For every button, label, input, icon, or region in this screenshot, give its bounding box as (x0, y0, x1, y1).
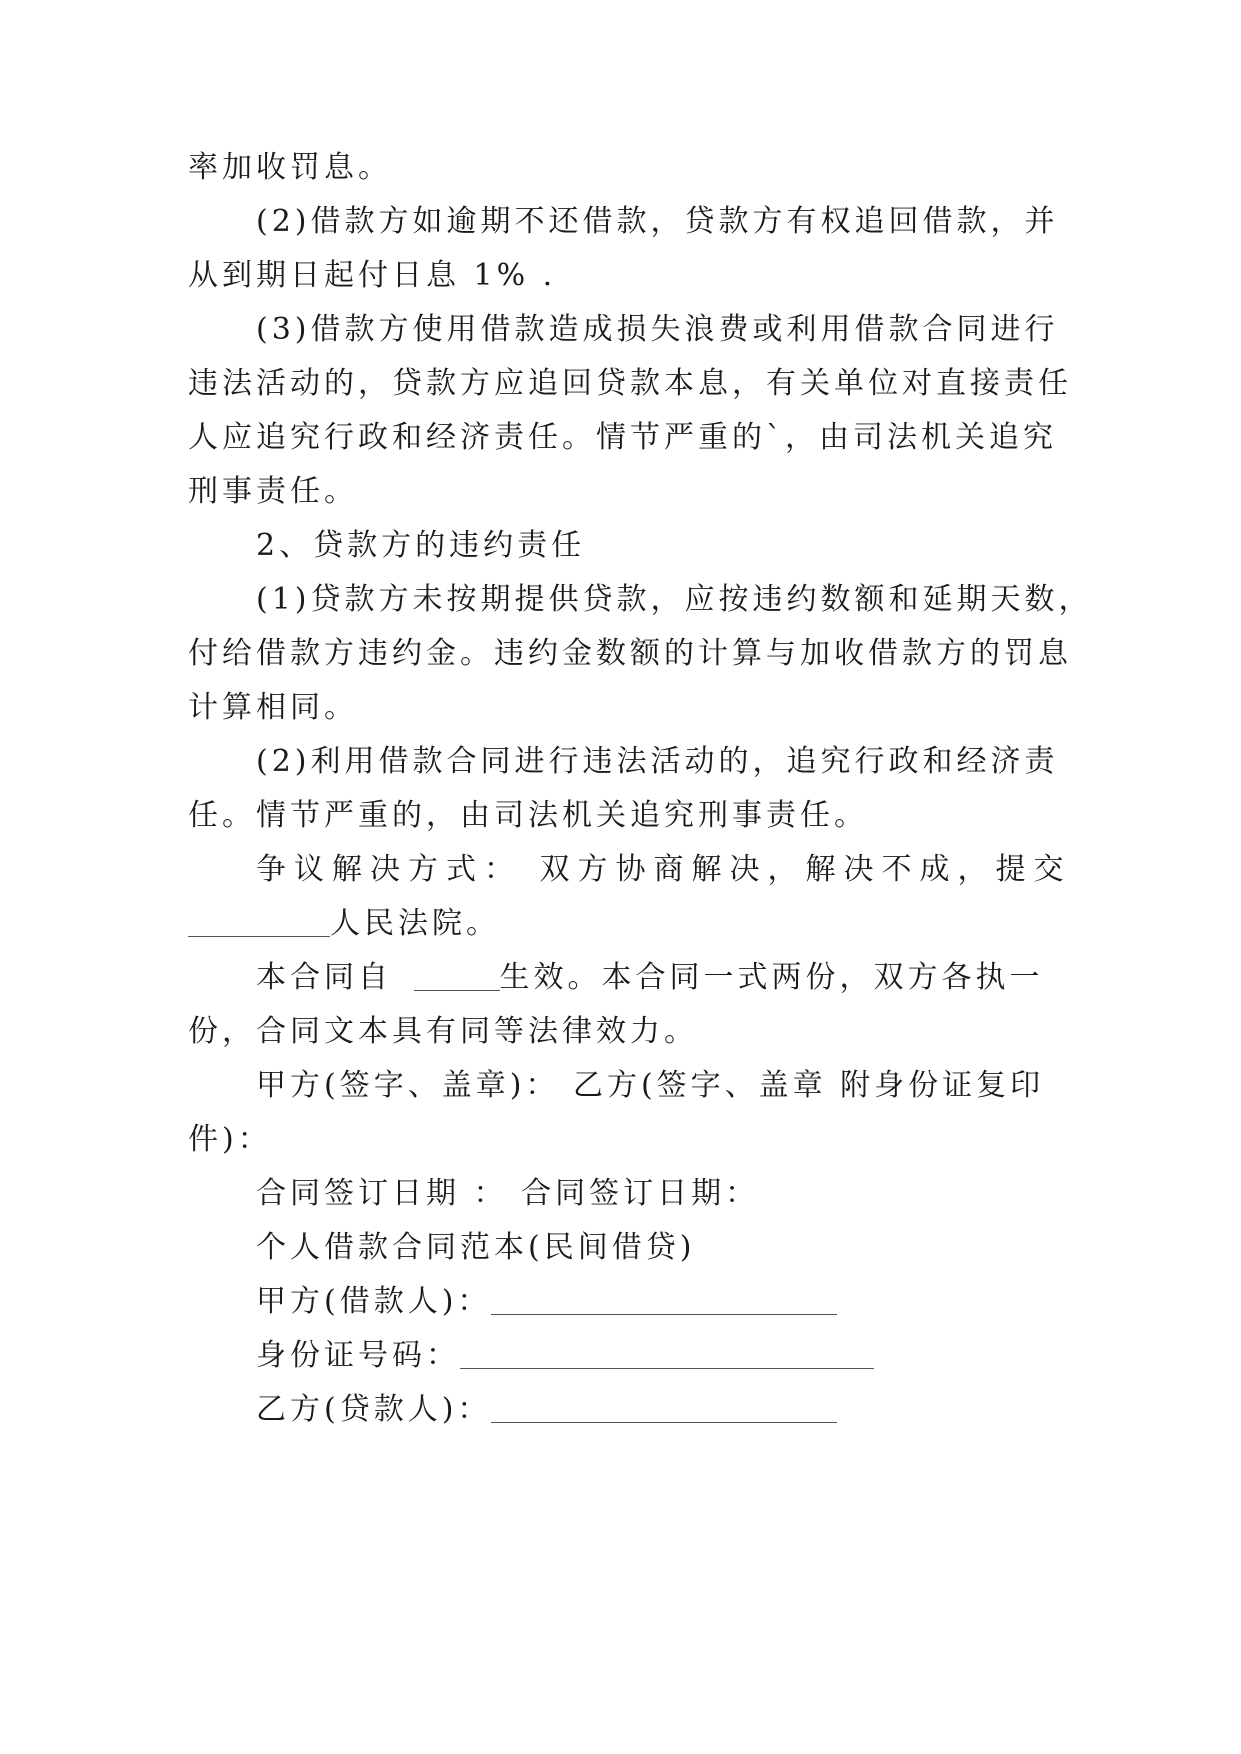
lender-blank (491, 1392, 837, 1423)
dispute-resolution-line: 争议解决方式： 双方协商解决，解决不成，提交 (256, 852, 1072, 887)
text-line: 付给借款方违约金。违约金数额的计算与加收借款方的罚息 (188, 636, 1072, 671)
text-line: 任。情节严重的，由司法机关追究刑事责任。 (188, 798, 868, 833)
signature-line: 甲方(签字、盖章)： 乙方(签字、盖章 附身份证复印 (256, 1068, 1045, 1103)
text-line: 计算相同。 (188, 690, 358, 725)
text-line: 件)： (188, 1122, 272, 1157)
text-line: (2)利用借款合同进行违法活动的，追究行政和经济责 (256, 744, 1059, 779)
court-name-blank (188, 906, 330, 937)
effective-suffix: 生效。本合同一式两份，双方各执一 (499, 960, 1044, 995)
signing-date-line: 合同签订日期 ： 合同签订日期： (256, 1176, 760, 1211)
borrower-line (256, 1282, 837, 1322)
borrower-label: 甲方(借款人)： (256, 1284, 492, 1319)
contract-title: 个人借款合同范本(民间借贷) (256, 1230, 696, 1265)
borrower-blank (491, 1284, 837, 1315)
text-line: (2)借款方如逾期不还借款，贷款方有权追回借款，并 (256, 204, 1059, 239)
lender-label: 乙方(贷款人)： (256, 1392, 492, 1427)
court-line (188, 904, 500, 944)
court-suffix: 人民法院。 (330, 906, 500, 941)
text-line: 从到期日起付日息 1% . (188, 258, 557, 293)
text-line: 人应追究行政和经济责任。情节严重的`，由司法机关追究 (188, 420, 1057, 455)
text-line: 份，合同文本具有同等法律效力。 (188, 1014, 698, 1049)
lender-line (256, 1390, 837, 1430)
effective-prefix: 本合同自 (256, 960, 392, 995)
text-line: (3)借款方使用借款造成损失浪费或利用借款合同进行 (256, 312, 1059, 347)
effective-date-blank (414, 960, 500, 991)
id-number-label: 身份证号码： (256, 1338, 460, 1373)
id-number-line (256, 1336, 874, 1376)
id-number-blank (460, 1338, 874, 1369)
text-line: 率加收罚息。 (188, 150, 392, 185)
text-line: (1)贷款方未按期提供贷款，应按违约数额和延期天数， (256, 582, 1093, 617)
effective-line (256, 958, 1044, 998)
text-line: 刑事责任。 (188, 474, 358, 509)
text-line: 违法活动的，贷款方应追回贷款本息，有关单位对直接责任 (188, 366, 1072, 401)
section-heading: 2、贷款方的违约责任 (256, 528, 586, 563)
